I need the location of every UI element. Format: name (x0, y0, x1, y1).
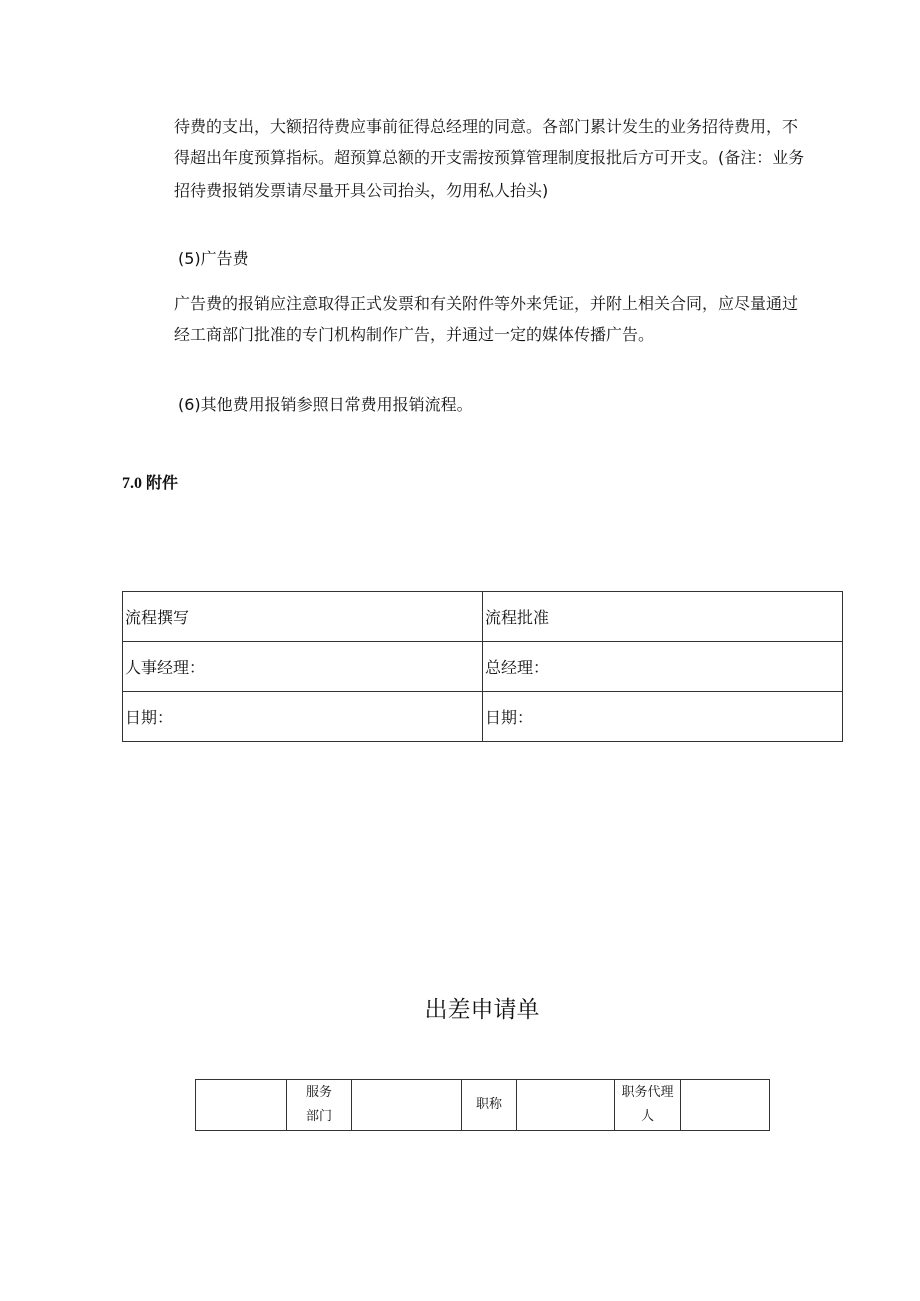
ads-paragraph-line-1: 广告费的报销应注意取得正式发票和有关附件等外来凭证，并附上相关合同，应尽量通过 (174, 294, 799, 313)
service-dept-value-cell[interactable] (352, 1080, 462, 1131)
trip-form-title: 出差申请单 (424, 997, 540, 1023)
agent-label: 职务代理 人 (615, 1080, 681, 1131)
table-row (123, 642, 843, 692)
job-title-value-cell[interactable] (517, 1080, 615, 1131)
process-approval-cell: 流程批准 (483, 592, 843, 642)
trip-application-table (195, 1079, 770, 1131)
table-row (123, 692, 843, 742)
section-heading-attachments: 7.0 附件 (122, 475, 179, 492)
service-dept-label: 服务 部门 (287, 1080, 352, 1131)
table-row (196, 1080, 770, 1131)
job-title-label: 职称 (462, 1080, 517, 1131)
applicant-value-cell[interactable] (196, 1080, 287, 1131)
agent-value-cell[interactable] (681, 1080, 770, 1131)
entertainment-paragraph-line-2: 得超出年度预算指标。超预算总额的开支需按预算管理制度报批后方可开支。(备注：业务 (174, 148, 805, 167)
approval-table (122, 591, 843, 742)
general-manager-cell: 总经理： (483, 642, 843, 692)
ads-paragraph-line-2: 经工商部门批准的专门机构制作广告，并通过一定的媒体传播广告。 (174, 325, 655, 344)
item-5-heading: (5)广告费 (178, 249, 249, 268)
entertainment-paragraph-line-1: 待费的支出，大额招待费应事前征得总经理的同意。各部门累计发生的业务招待费用，不 (174, 117, 799, 136)
approval-date-cell: 日期： (483, 692, 843, 742)
process-author-cell: 流程撰写 (123, 592, 483, 642)
table-row (123, 592, 843, 642)
hr-manager-cell: 人事经理： (123, 642, 483, 692)
entertainment-paragraph-line-3: 招待费报销发票请尽量开具公司抬头，勿用私人抬头) (174, 181, 549, 200)
item-6-text: (6)其他费用报销参照日常费用报销流程。 (178, 395, 473, 414)
author-date-cell: 日期： (123, 692, 483, 742)
